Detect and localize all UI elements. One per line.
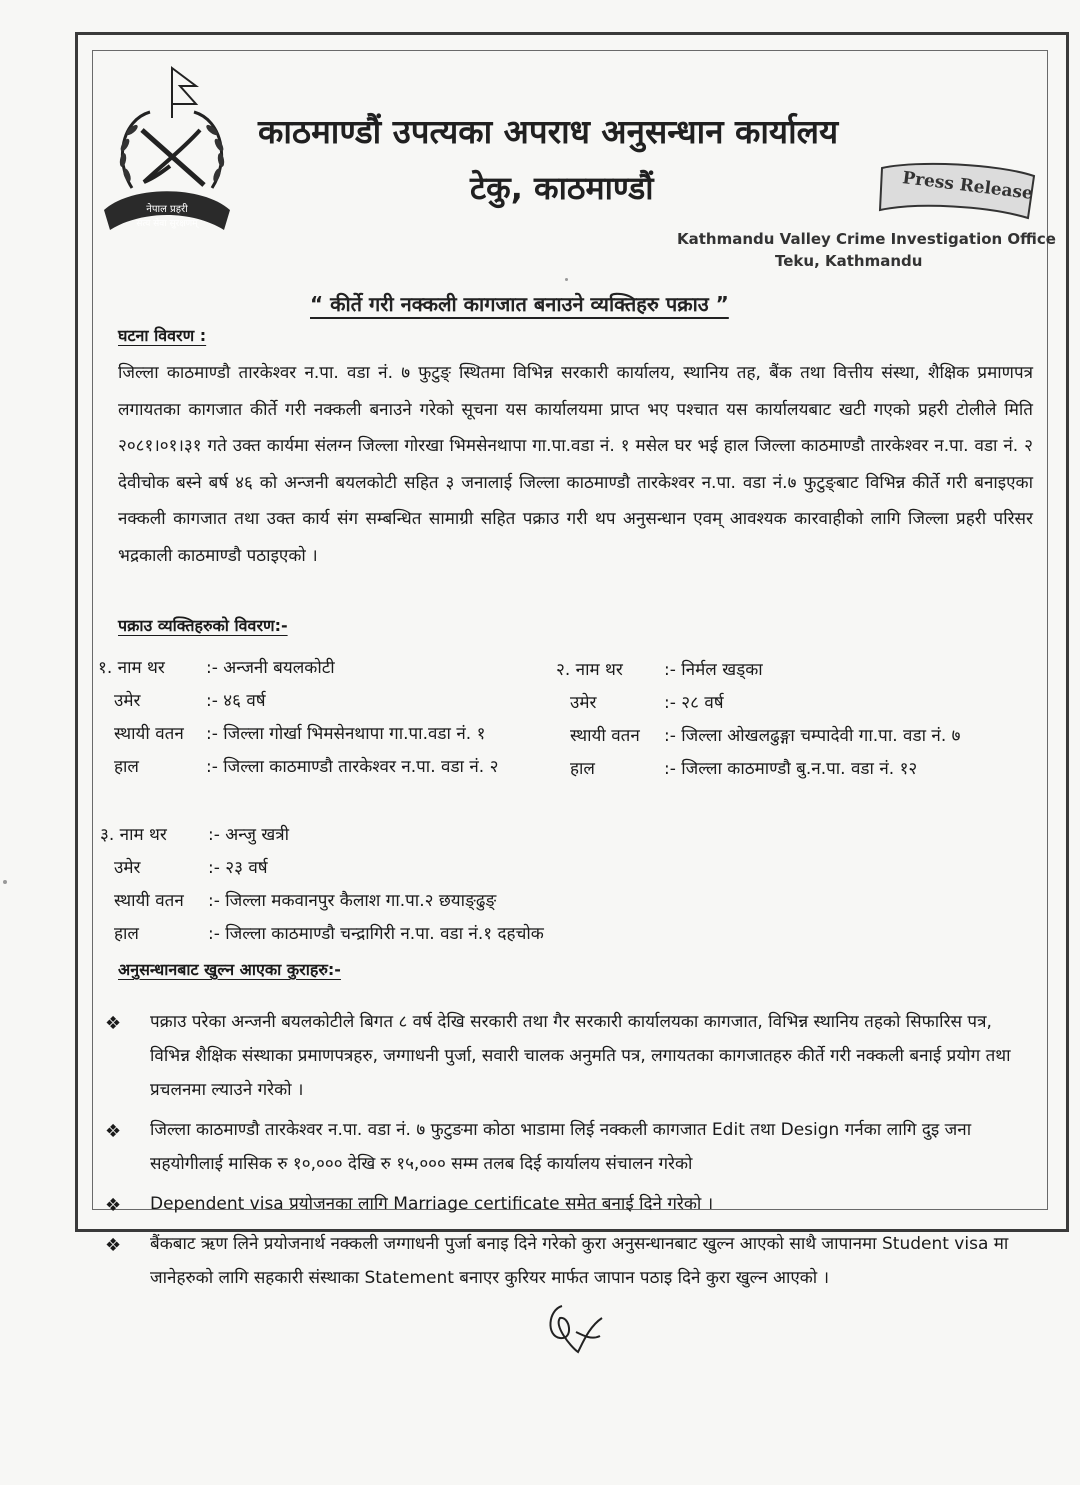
person-name-key: १. नाम थर	[98, 658, 165, 678]
handwritten-signature	[540, 1296, 610, 1360]
person-record	[100, 822, 660, 952]
emblem-ribbon-text-top: नेपाल प्रहरी	[146, 204, 188, 215]
person-name: :- अन्जनी बयलकोटी	[206, 658, 335, 678]
finding-text: बैंकबाट ऋण लिने प्रयोजनार्थ नक्कली जग्गाधनी पुर्जा बनाइ दिने गरेको कुरा अनुसन्धानबाट खुल्न आएको साथै जापानमा Student visa मा जानेहरुको लागि सहकारी संस्थाका Statement बनाएर कुरियर मार्फत जापान पठाइ दिने कुरा खुल्न आएको ।	[150, 1234, 1009, 1288]
person-permanent-address-key: स्थायी वतन	[570, 726, 640, 746]
incident-body: जिल्ला काठमाण्डौ तारकेश्वर न.पा. वडा नं. ७ फुटुङ् स्थितमा विभिन्न सरकारी कार्यालय, स्थानिय तह, बैंक तथा वित्तीय संस्था, शैक्षिक प्रमाणपत्र लगायतका कागजात कीर्ते गरी नक्कली बनाउने गरेको सूचना यस कार्यालयमा प्राप्त भए पश्चात यस कार्यालयबाट खटी गएको प्रहरी टोलीले मिति २०८१।०१।३१ गते उक्त कार्यमा संलग्न जिल्ला गोरखा भिमसेनथापा गा.पा.वडा नं. १ मसेल घर भई हाल जिल्ला काठमाण्डौ तारकेश्वर न.पा. वडा नं. २ देवीचोक बस्ने बर्ष ४६ को अन्जनी बयलकोटी सहित ३ जनालाई जिल्ला काठमाण्डौ तारकेश्वर न.पा. वडा नं.७ फुटुङ्बाट विभिन्न कीर्ते गरी बनाइएका नक्कली कागजात तथा उक्त कार्य संग सम्बन्धित सामाग्री सहित पक्राउ गरी थप अनुसन्धान एवम् आवश्यक कारवाहीको लागि जिल्ला प्रहरी परिसर भद्रकाली काठमाण्डौ पठाइएको ।	[118, 363, 1033, 566]
person-current-address: :- जिल्ला काठमाण्डौ तारकेश्वर न.पा. वडा नं. २	[206, 757, 499, 777]
person-age: :- २३ वर्ष	[208, 858, 268, 878]
person-age: :- ४६ वर्ष	[206, 691, 266, 711]
person-current-address-key: हाल	[570, 759, 595, 779]
person-age: :- २८ वर्ष	[664, 693, 724, 713]
findings-label: अनुसन्धानबाट खुल्न आएका कुराहरु:-	[118, 960, 341, 979]
person-name-key: ३. नाम थर	[100, 825, 167, 845]
finding-text: Dependent visa प्रयोजनका लागि Marriage certificate समेत बनाई दिने गरेको ।	[150, 1194, 714, 1214]
person-age-key: उमेर	[114, 691, 141, 711]
english-office-name: Kathmandu Valley Crime Investigation Office	[677, 230, 1056, 248]
person-name-key: २. नाम थर	[556, 660, 623, 680]
nepal-police-emblem-icon	[92, 60, 242, 245]
diamond-bullet-icon: ❖	[105, 1013, 122, 1034]
person-permanent-address-key: स्थायी वतन	[114, 891, 184, 911]
person-current-address-key: हाल	[114, 757, 139, 777]
arrested-persons-label: पक्राउ व्यक्तिहरुको विवरण:-	[118, 616, 288, 635]
person-age-key: उमेर	[114, 858, 141, 878]
person-age-key: उमेर	[570, 693, 597, 713]
list-item	[105, 1005, 1035, 1107]
diamond-bullet-icon: ❖	[105, 1235, 122, 1256]
diamond-bullet-icon: ❖	[105, 1121, 122, 1142]
finding-text: जिल्ला काठमाण्डौ तारकेश्वर न.पा. वडा नं. ७ फुटुङमा कोठा भाडामा लिई नक्कली कागजात Edit तथा Design गर्नका लागि दुइ जना सहयोगीलाई मासिक रु १०,००० देखि रु १५,००० सम्म तलब दिई कार्यालय संचालन गरेको	[150, 1120, 972, 1174]
person-permanent-address: :- जिल्ला मकवानपुर कैलाश गा.पा.२ छयाङ्ढुङ्	[208, 891, 497, 911]
list-item	[105, 1227, 1035, 1295]
office-title: काठमाण्डौं उपत्यका अपराध अनुसन्धान कार्यालय	[258, 112, 839, 151]
person-permanent-address: :- जिल्ला ओखलढुङ्गा चम्पादेवी गा.पा. वडा नं. ७	[664, 726, 961, 746]
list-item	[105, 1113, 1035, 1181]
emblem-ribbon-text-bottom: सत्य सेवा सुरक्षणम्	[136, 219, 198, 229]
findings-list	[105, 1005, 1035, 1301]
person-name: :- अन्जु खत्री	[208, 825, 290, 845]
office-location: टेकु, काठमाण्डौं	[470, 169, 654, 207]
person-permanent-address: :- जिल्ला गोर्खा भिमसेनथापा गा.पा.वडा नं. १	[206, 724, 486, 744]
person-name: :- निर्मल खड्का	[664, 660, 763, 680]
person-current-address: :- जिल्ला काठमाण्डौ बु.न.पा. वडा नं. १२	[664, 759, 918, 779]
diamond-bullet-icon: ❖	[105, 1195, 122, 1216]
person-permanent-address-key: स्थायी वतन	[114, 724, 184, 744]
scan-speck	[565, 278, 568, 281]
incident-label: घटना विवरण :	[118, 326, 207, 345]
person-record	[556, 657, 1036, 787]
press-release-label: Press Release	[901, 168, 1034, 204]
finding-text: पक्राउ परेका अन्जनी बयलकोटीले बिगत ८ वर्ष देखि सरकारी तथा गैर सरकारी कार्यालयका कागजात, विभिन्न स्थानिय तहको सिफारिस पत्र, विभिन्न शैक्षिक संस्थाका प्रमाणपत्रहरु, जग्गाधनी पुर्जा, सवारी चालक अनुमति पत्र, लगायतका कागजातहरु कीर्ते गरी नक्कली बनाई प्रयोग तथा प्रचलनमा ल्याउने गरेको ।	[150, 1012, 1011, 1100]
person-record	[98, 655, 558, 785]
press-headline: “ कीर्ते गरी नक्कली कागजात बनाउने व्यक्तिहरु पक्राउ ”	[310, 292, 729, 316]
person-current-address-key: हाल	[114, 924, 139, 944]
person-current-address: :- जिल्ला काठमाण्डौ चन्द्रागिरी न.पा. वडा नं.१ दहचोक	[208, 924, 544, 944]
scan-speck	[3, 880, 7, 884]
english-office-location: Teku, Kathmandu	[775, 252, 923, 270]
list-item	[105, 1187, 1035, 1221]
